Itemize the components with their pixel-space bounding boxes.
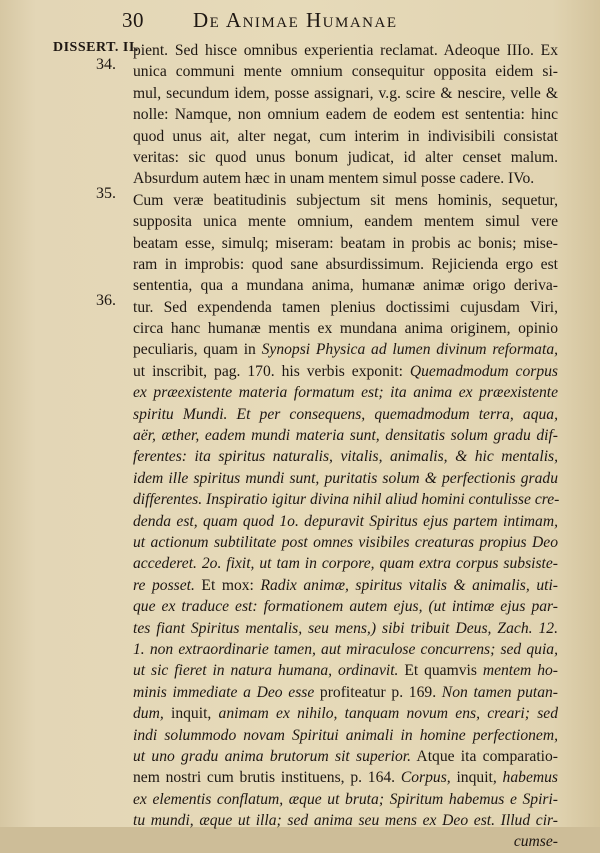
text-segment: supposita unica mente omnium, eandem mentem simul vere [133,213,558,231]
text-line [133,318,558,339]
italic-segment: accederet. 2o. fixit, ut tam in corpore, quam extra corpus subsiste- [133,555,558,573]
margin-label: DISSERT. II. [53,40,139,55]
running-head [0,4,600,38]
italic-segment: spiritu Mundi. Et per consequens, quemadmodum terra, aqua, [133,405,558,423]
text-line [133,104,558,125]
text-line [133,639,558,660]
italic-segment: idem ille spiritus mundi sunt, puritatis solum & perfectionis gradu [133,469,558,487]
text-segment: nem nostri cum brutis instituens, p. 164. [133,769,401,787]
text-line [133,468,558,489]
text-line [133,361,558,382]
text-line [133,425,558,446]
text-line [133,147,558,168]
text-line [133,297,558,318]
paragraph-number: 35. [96,185,116,202]
italic-segment: denda est, quam quod 1o. depuravit Spiritus ejus partem intimam, [133,512,558,530]
italic-segment: tes fiant Spiritus mentalis, seu mens,) sibi tribuit Deus, Zach. 12. [133,619,558,637]
text-segment: Absurdum autem hæc in unam mentem simul posse cadere. IVo. [133,170,535,188]
italic-segment: que ex traduce est: formationem autem ejus, (ut intimæ ejus par- [133,598,558,616]
italic-segment: habemus [502,769,558,787]
text-segment: Cum veræ beatitudinis subjectum sit mens hominis, sequetur, [133,191,558,209]
text-line [133,682,558,703]
text-line [133,746,558,767]
text-segment: Et mox: [194,576,261,594]
text-segment: pient. Sed hisce omnibus experientia reclamat. Adeoque IIIo. Ex [133,42,558,59]
text-line [133,767,558,788]
text-segment: tur. Sed expendenda tamen plenius doctissimi cujusdam Viri, [133,298,558,316]
text-segment: profiteatur p. 169. [314,683,442,701]
text-segment: quod unus ait, alter negat, cum interim in indivisibili consistat [133,127,558,145]
italic-segment: re posset. [133,576,195,594]
italic-segment: ferentes: ita spiritus naturalis, vitalis, animalis, & hic mentalis, [133,448,558,466]
text-line [133,511,558,532]
paragraph-number: 34. [96,56,116,73]
text-segment: beatam esse, simulq; miseram: beatam in probis ac bonis; mise- [133,234,558,252]
italic-segment: differentes. Inspiratio igitur divina nihil aliud homini contulisse cre- [133,491,560,509]
text-line [133,810,558,831]
text-segment: veritas: sic quod unus bonum judicat, id alter censet malum. [133,148,558,166]
italic-segment: tu mundi, æque ut illa; sed anima seu mens ex Deo est. Illud cir- [133,812,558,830]
running-title: De Animae Humanae [193,8,398,32]
text-segment: mul, secundum idem, posse assignari, v.g. scire & nescire, velle & [133,84,558,102]
text-segment: unica communi mente omnium consequitur opposita eidem si- [133,63,558,81]
text-line [133,831,558,852]
text-line [133,618,558,639]
italic-segment: Corpus, [400,769,451,787]
page-number: 30 [122,8,144,32]
text-segment: sententia, qua a mundana anima, humanæ animæ origo deriva- [133,277,558,295]
text-segment: ram in improbis: quod sane absurdissimum. Rejicienda ergo est [133,255,558,273]
text-segment: circa hanc humanæ mentis ex mundana anima originem, opinio [133,320,558,338]
text-line [133,446,558,467]
text-line [133,211,558,232]
text-line [133,660,558,681]
text-segment: peculiaris, quam in [133,341,262,359]
italic-segment: ex præexistente materia formatum est; ita anima ex præexistente [133,384,558,402]
text-line [133,725,558,746]
italic-segment: mentem ho- [482,662,558,680]
italic-segment: dum, [133,705,164,723]
italic-segment: Quemadmodum corpus [409,362,558,380]
text-line [133,126,558,147]
text-line [133,40,558,61]
body-text [133,40,558,853]
italic-segment: animam ex nihilo, tanquam novum ens, creari; sed [218,705,558,723]
text-line [133,61,558,82]
italic-segment: ut actionum subtilitate post omnes visibiles creaturas propius Deo [133,533,558,551]
italic-segment: 1. non extraordinarie tamen, aut miraculose concurrens; sed quia, [133,640,558,658]
italic-segment: ut sic fieret in natura humana, ordinavit. [133,662,399,680]
text-line [133,596,558,617]
italic-segment: Non tamen putan- [441,683,558,701]
text-segment: ut inscribit, pag. 170. his verbis exponit: [133,362,410,380]
text-line [133,382,558,403]
text-segment: nolle: Namque, non omnium eadem de eodem est sententia: hinc [133,106,558,124]
text-line [133,575,558,596]
italic-segment: ut uno gradu anima brutorum sit superior. [133,747,412,765]
text-line [133,254,558,275]
text-line [133,532,558,553]
text-line [133,275,558,296]
text-line [133,703,558,724]
text-line [133,789,558,810]
text-segment: Et quamvis [398,662,483,680]
text-line [133,404,558,425]
text-line [133,233,558,254]
italic-segment: ex elementis conflatum, æque ut bruta; Spiritum habemus e Spiri- [133,790,558,808]
text-line [133,489,558,510]
text-line [133,83,558,104]
text-segment: inquit, [450,769,503,787]
italic-segment: Radix animæ, spiritus vitalis & animalis, uti- [260,576,558,594]
italic-segment: cumse- [513,833,558,851]
text-segment: Atque ita comparatio- [411,747,558,765]
italic-segment: aër, æther, eadem mundi materia sunt, densitatis solum gradu dif- [133,427,558,445]
text-line [133,339,558,360]
italic-segment: indi solummodo novam Spiritui animali in homine perfectionem, [133,726,558,744]
paragraph-number: 36. [96,292,116,309]
italic-segment: minis immediate a Deo esse [133,683,315,701]
text-segment: inquit, [163,705,219,723]
text-line [133,190,558,211]
text-line [133,553,558,574]
text-line [133,168,558,189]
italic-segment: Synopsi Physica ad lumen divinum reformata, [261,341,559,359]
